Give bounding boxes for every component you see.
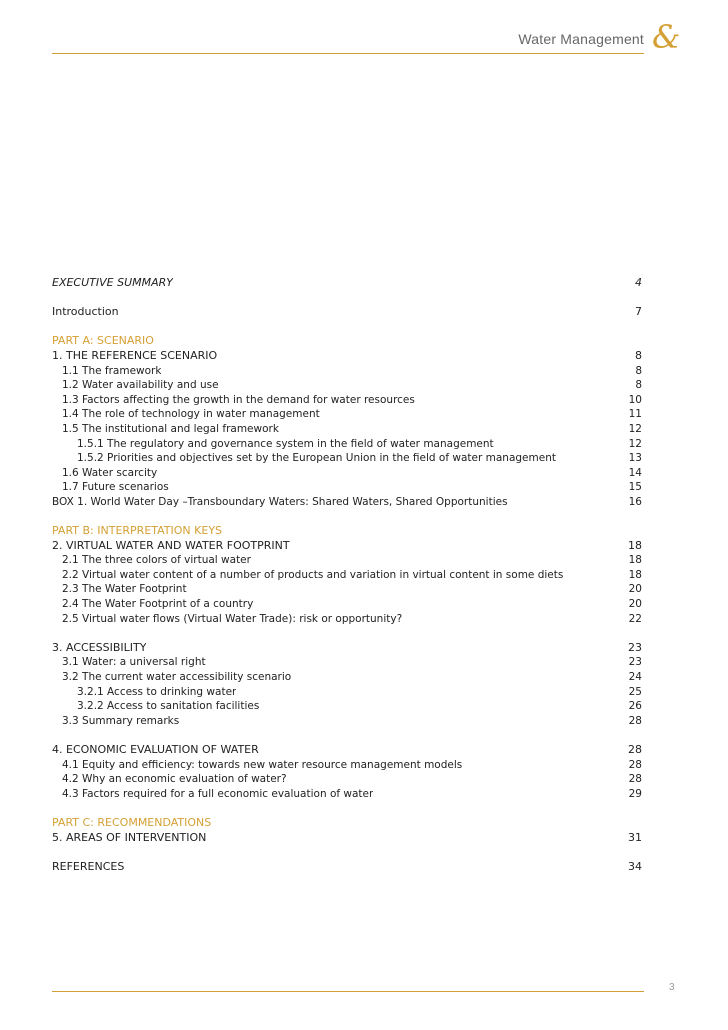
toc-entry-chapter-3[interactable]: 3. ACCESSIBILITY 23 — [52, 640, 642, 654]
page-number: 3 — [669, 982, 675, 993]
toc-entry-chapter-5[interactable]: 5. AREAS OF INTERVENTION 31 — [52, 830, 642, 844]
toc-entry-box-1[interactable]: BOX 1. World Water Day –Transboundary Waters: Shared Waters, Shared Opportunities 16 — [52, 495, 642, 508]
toc-entry[interactable]: 1.6 Water scarcity 14 — [62, 466, 642, 479]
toc-entry-page: 8 — [635, 348, 642, 362]
toc-entry[interactable]: 1.5 The institutional and legal framework 12 — [62, 422, 642, 435]
toc-entry-page: 4 — [635, 276, 642, 289]
toc-entry[interactable]: 3.3 Summary remarks 28 — [62, 714, 642, 727]
toc-entry[interactable]: 2.1 The three colors of virtual water 18 — [62, 554, 642, 567]
toc-entry[interactable]: 1.1 The framework 8 — [62, 364, 642, 377]
toc-entry-executive-summary[interactable] — [52, 276, 642, 291]
toc-entry-title: Introduction — [52, 305, 119, 319]
toc-entry[interactable]: 4.2 Why an economic evaluation of water? 28 — [62, 773, 642, 786]
toc-entry[interactable]: 3.2.1 Access to drinking water 25 — [77, 685, 642, 698]
toc-entry-introduction[interactable] — [52, 305, 642, 320]
toc-entry[interactable]: 3.2.2 Access to sanitation facilities 26 — [77, 700, 642, 713]
toc-entry[interactable]: 1.5.2 Priorities and objectives set by the European Union in the field of water management 13 — [77, 452, 642, 465]
toc-entry[interactable]: 4.1 Equity and efficiency: towards new water resource management models 28 — [62, 758, 642, 771]
svg-text:&: & — [652, 18, 681, 56]
toc-entry[interactable]: 3.2 The current water accessibility scenario 24 — [62, 671, 642, 684]
toc-entry-references[interactable]: REFERENCES 34 — [52, 859, 642, 873]
ampersand-logo-icon — [650, 18, 682, 56]
toc-entry[interactable]: 1.4 The role of technology in water management 11 — [62, 408, 642, 421]
toc-part-a-label: PART A: SCENARIO — [52, 334, 154, 348]
toc-entry[interactable]: 3.1 Water: a universal right 23 — [62, 656, 642, 669]
toc-entry[interactable]: 2.4 The Water Footprint of a country 20 — [62, 598, 642, 611]
toc-entry-title: EXECUTIVE SUMMARY — [52, 276, 174, 289]
toc-entry-page: 7 — [635, 305, 642, 319]
toc-entry[interactable]: 2.3 The Water Footprint 20 — [62, 583, 642, 596]
toc-entry[interactable]: 2.5 Virtual water flows (Virtual Water Trade): risk or opportunity? 22 — [62, 612, 642, 625]
toc-entry[interactable]: 1.3 Factors affecting the growth in the demand for water resources 10 — [62, 393, 642, 406]
toc-entry[interactable]: 1.2 Water availability and use 8 — [62, 379, 642, 392]
toc-part-b-label: PART B: INTERPRETATION KEYS — [52, 524, 223, 538]
toc-part-c-label: PART C: RECOMMENDATIONS — [52, 815, 212, 829]
toc-entry-title: 1. THE REFERENCE SCENARIO — [52, 348, 218, 362]
footer-rule — [52, 991, 644, 992]
toc-entry[interactable]: 4.3 Factors required for a full economic evaluation of water 29 — [62, 787, 642, 800]
toc-entry[interactable]: 1.5.1 The regulatory and governance system in the field of water management 12 — [77, 437, 642, 450]
header-rule — [52, 53, 644, 54]
toc-entry[interactable]: 1.7 Future scenarios 15 — [62, 481, 642, 494]
running-header-title: Water Management — [518, 31, 644, 47]
toc-entry-chapter-1[interactable] — [52, 349, 642, 364]
toc-entry[interactable]: 2.2 Virtual water content of a number of products and variation in virtual content in some diets 18 — [62, 568, 642, 581]
toc-entry-chapter-4[interactable]: 4. ECONOMIC EVALUATION OF WATER 28 — [52, 743, 642, 756]
toc-entry-chapter-2[interactable]: 2. VIRTUAL WATER AND WATER FOOTPRINT 18 — [52, 538, 642, 552]
table-of-contents — [52, 276, 642, 874]
